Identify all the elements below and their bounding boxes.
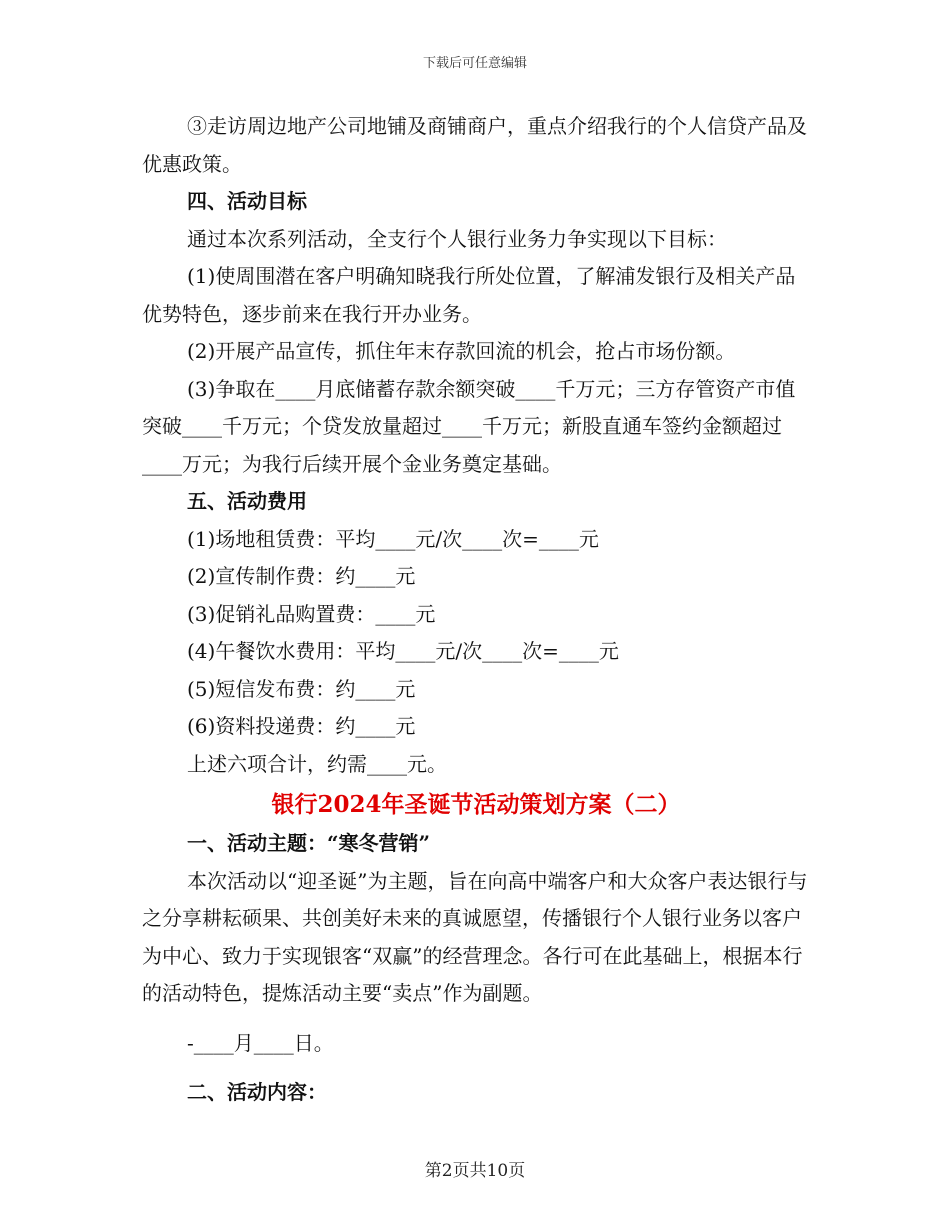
cost-item-1: (1)场地租赁费：平均____元/次____次=____元: [187, 526, 599, 551]
cost-total: 上述六项合计，约需____元。: [187, 751, 447, 776]
cost-item-5: (5)短信发布费：约____元: [187, 676, 416, 701]
cost-item-6: (6)资料投递费：约____元: [187, 714, 416, 738]
page-header: 下载后可任意编辑: [422, 56, 527, 71]
paragraph-theme: 本次活动以“迎圣诞”为主题，旨在向高中端客户和大众客户表达银行与之分享耕耘硕果、共创美好未来的真诚愿望，传播银行个人银行业务以客户为中心、致力于实现银客“双赢”的经营理念。各行可在此基础上，根据本行的活动特色，提炼活动主要“卖点”作为副题。: [142, 868, 808, 1005]
date-line: -____月____日。: [187, 1030, 334, 1055]
cost-item-2: (2)宣传制作费：约____元: [187, 564, 416, 588]
goal-item-3: (3)争取在____月底储蓄存款余额突破____千万元；三方存管资产市值突破____千万元；个贷发放量超过____千万元；新股直通车签约金额超过____万元；为我行后续开展个金业务奠定基础。: [142, 376, 796, 476]
page-footer: 第2页共10页: [424, 1161, 526, 1181]
heading-content: 二、活动内容：: [187, 1080, 327, 1104]
goal-item-2: (2)开展产品宣传，抓住年末存款回流的机会，抢占市场份额。: [187, 339, 736, 363]
paragraph-goal-intro: 通过本次系列活动，全支行个人银行业务力争实现以下目标：: [187, 226, 727, 251]
goal-item-1: (1)使周围潜在客户明确知晓我行所处位置，了解浦发银行及相关产品优势特色，逐步前来在我行开办业务。: [142, 264, 796, 326]
section-title: 银行2024年圣诞节活动策划方案（二）: [271, 791, 681, 818]
cost-item-4: (4)午餐饮水费用：平均____元/次____次=____元: [187, 639, 619, 663]
paragraph-visit: ③走访周边地产公司地铺及商铺商户，重点介绍我行的个人信贷产品及优惠政策。: [142, 114, 807, 176]
document-body: [142, 108, 810, 1112]
heading-theme: 一、活动主题：“寒冬营销”: [187, 831, 431, 855]
cost-item-3: (3)促销礼品购置费：____元: [187, 601, 436, 626]
heading-cost: 五、活动费用: [187, 489, 307, 513]
heading-goal: 四、活动目标: [187, 189, 307, 213]
